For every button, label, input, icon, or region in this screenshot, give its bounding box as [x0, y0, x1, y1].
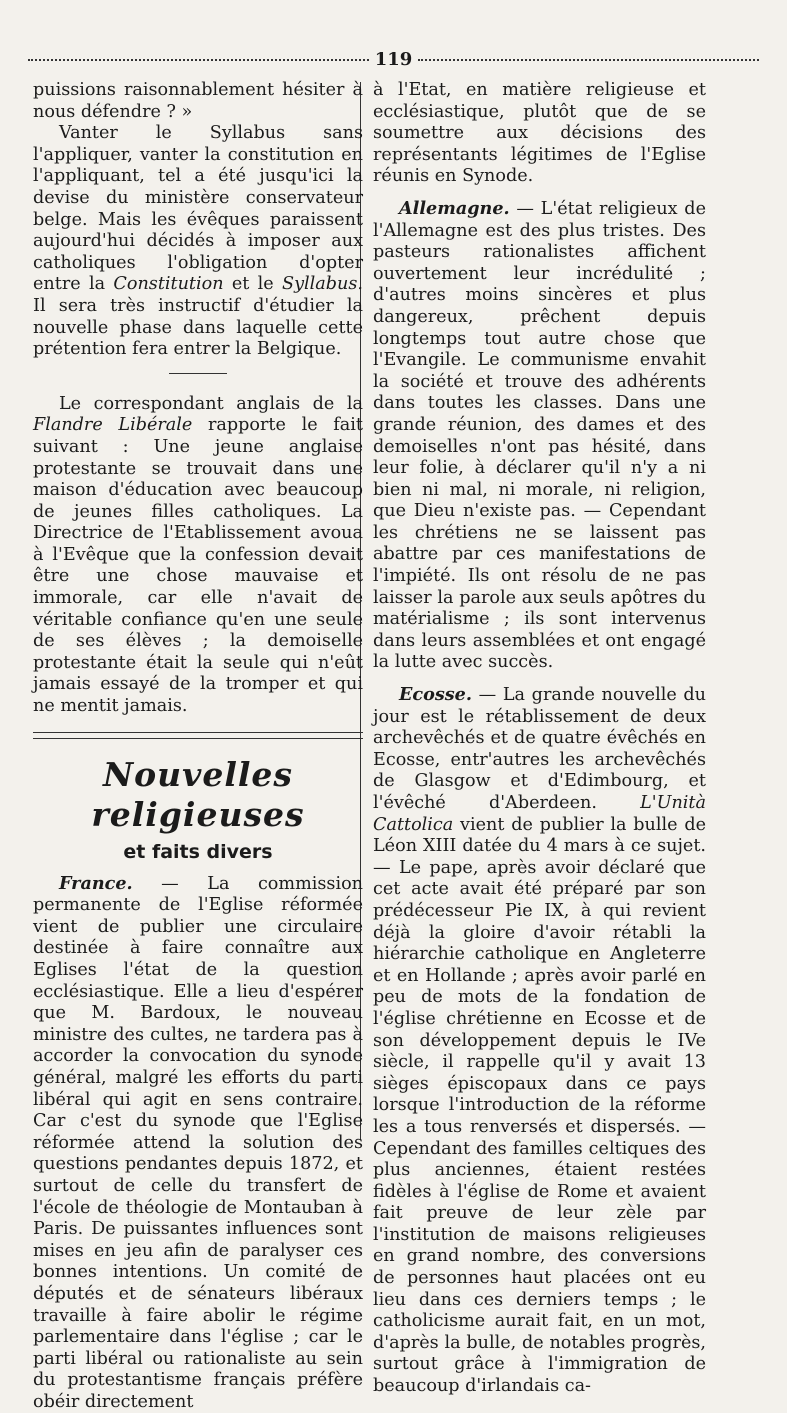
text-run: vient de publier la bulle de Léon XIII datée du 4 mars à ce sujet. — Le pape, après avoir déclaré que cet acte avait été préparé par son prédécesseur Pie IX, à qui revient déjà la gloire d'avoir rétabli la hiérarchie catholique en Angleterre et en Hollande ; après avoir parlé en peu de mots de la fondation de l'église chrétienne en Ecosse et de son développement depuis le IVe siècle, il rappelle qu'il y avait 13 sièges épiscopaux dans ce pays lorsque l'introduction de la réforme les a tous renversés et dispersés. — Cependant des familles celtiques des plus anciennes, étaient restées fidèles à l'église de Rome et avaient fait preuve de leur zèle par l'institution de maisons religieuses en grand nombre, des conversions de personnes haut placées ont eu lieu dans ces derniers temps ; le catholicisme aurait fait, en un mot, d'après la bulle, de notables progrès, surtout grâce à l'immigration de beaucoup d'irlandais ca-: [373, 814, 706, 1397]
italic-unita-cattolica: L'Unità Cattolica: [373, 793, 706, 835]
section-title: Nouvelles religieuses: [91, 754, 305, 834]
paragraph-continuation: puissions raisonnablement hésiter à nous défendre ? »: [33, 80, 363, 122]
text-run: — L'état religieux de l'Allemagne est des plus tristes. Des pasteurs rationalistes affichent ouvertement leur incrédulité ; d'autres moins sincères et plus dangereux, prêchent depuis longtemps tout autre chose que l'Evangile. Le communisme envahit la société et trouve des adhérents dans toutes les classes. Dans une grande réunion, des dames et des demoiselles n'ont pas hésité, dans leur folie, à déclarer qu'il n'y a ni bien ni mal, ni morale, ni religion, que Dieu n'existe pas. — Cependant les chrétiens ne se laissent pas abattre par ces manifestations de l'impiété. Ils ont résolu de ne pas laisser la parole aux seuls apôtres du matérialisme ; ils sont intervenus dans leurs assemblées et ont engagé la lutte avec succès.: [373, 198, 706, 673]
text-run: Vanter le Syllabus sans l'appliquer, vanter la constitution en l'appliquant, tel a été jusqu'ici la devise du ministère conservateur belge. Mais les évêques paraissent aujourd'hui décidés à imposer aux catholiques l'obligation d'opter entre la: [33, 123, 363, 295]
page-number: 119: [374, 49, 413, 70]
separator-short: [169, 373, 227, 374]
country-label-ecosse: Ecosse.: [399, 684, 472, 706]
paragraph-ecosse: [373, 684, 706, 1398]
paragraph-france: [33, 873, 363, 1413]
text-run: Le correspondant anglais de la: [59, 393, 363, 414]
right-column: [373, 80, 706, 1398]
header-rule-right: [418, 59, 759, 61]
text-run: Il sera très instructif d'étudier la nouvelle phase dans laquelle cette prétention fera entrer la Belgique.: [33, 295, 363, 360]
paragraph-syllabus: [33, 123, 363, 361]
paragraph-anglaise: [33, 394, 363, 718]
text-run: — La commission permanente de l'Eglise réformée vient de publier une circulaire destinée à faire connaître aux Eglises l'état de la question ecclésiastique. Elle a lieu d'espérer que M. Bardoux, le nouveau ministre des cultes, ne tardera pas à accorder la convocation du synode général, malgré les efforts du parti libéral qui agit en sens contraire. Car c'est du synode que l'Eglise réformée attend la solution des questions pendantes depuis 1872, et surtout de celle du transfert de l'école de théologie de Montauban à Paris. De puissantes influences sont mises en jeu afin de paralyser ces bonnes intentions. Un comité de députés et de sénateurs libéraux travaille à faire abolir le régime parlementaire dans l'église ; car le parti libéral ou rationaliste au sein du protestantisme français préfère obéir directement: [33, 873, 363, 1412]
header-rule-left: [28, 59, 369, 61]
separator-double: [33, 732, 363, 739]
page-header: [28, 50, 759, 70]
country-label-allemagne: Allemagne.: [399, 197, 510, 219]
italic-constitution: Constitution: [113, 274, 224, 295]
text-run: rapporte le fait suivant : Une jeune anglaise protestante se trouvait dans une maison d'éducation avec beaucoup de jeunes filles catholiques. La Directrice de l'Etablissement avoua à l'Evêque que la confession devait être une chose mauvaise et immorale, car elle n'avait de véritable confiance qu'en une seule de ses élèves ; la demoiselle protestante était la seule qui n'eût jamais essayé de la tromper et qui ne mentit jamais.: [33, 415, 363, 717]
italic-syllabus: Syllabus.: [282, 274, 363, 295]
section-subtitle: et faits divers: [123, 840, 273, 863]
left-column: [33, 80, 363, 1413]
text-run: et le: [223, 274, 283, 295]
text-run: — La grande nouvelle du jour est le rétablissement de deux archevêchés et de quatre évêchés en Ecosse, entr'autres les archevêchés de Glasgow et d'Edimbourg, et l'évêché d'Aberdeen.: [373, 685, 706, 813]
paragraph-allemagne: [373, 198, 706, 674]
paragraph-continuation-right: à l'Etat, en matière religieuse et ecclésiastique, plutôt que de se soumettre aux décisions des représentants légitimes de l'Eglise réunis en Synode.: [373, 80, 706, 187]
country-label-france: France.: [59, 872, 133, 894]
italic-flandre: Flandre Libérale: [33, 415, 193, 436]
